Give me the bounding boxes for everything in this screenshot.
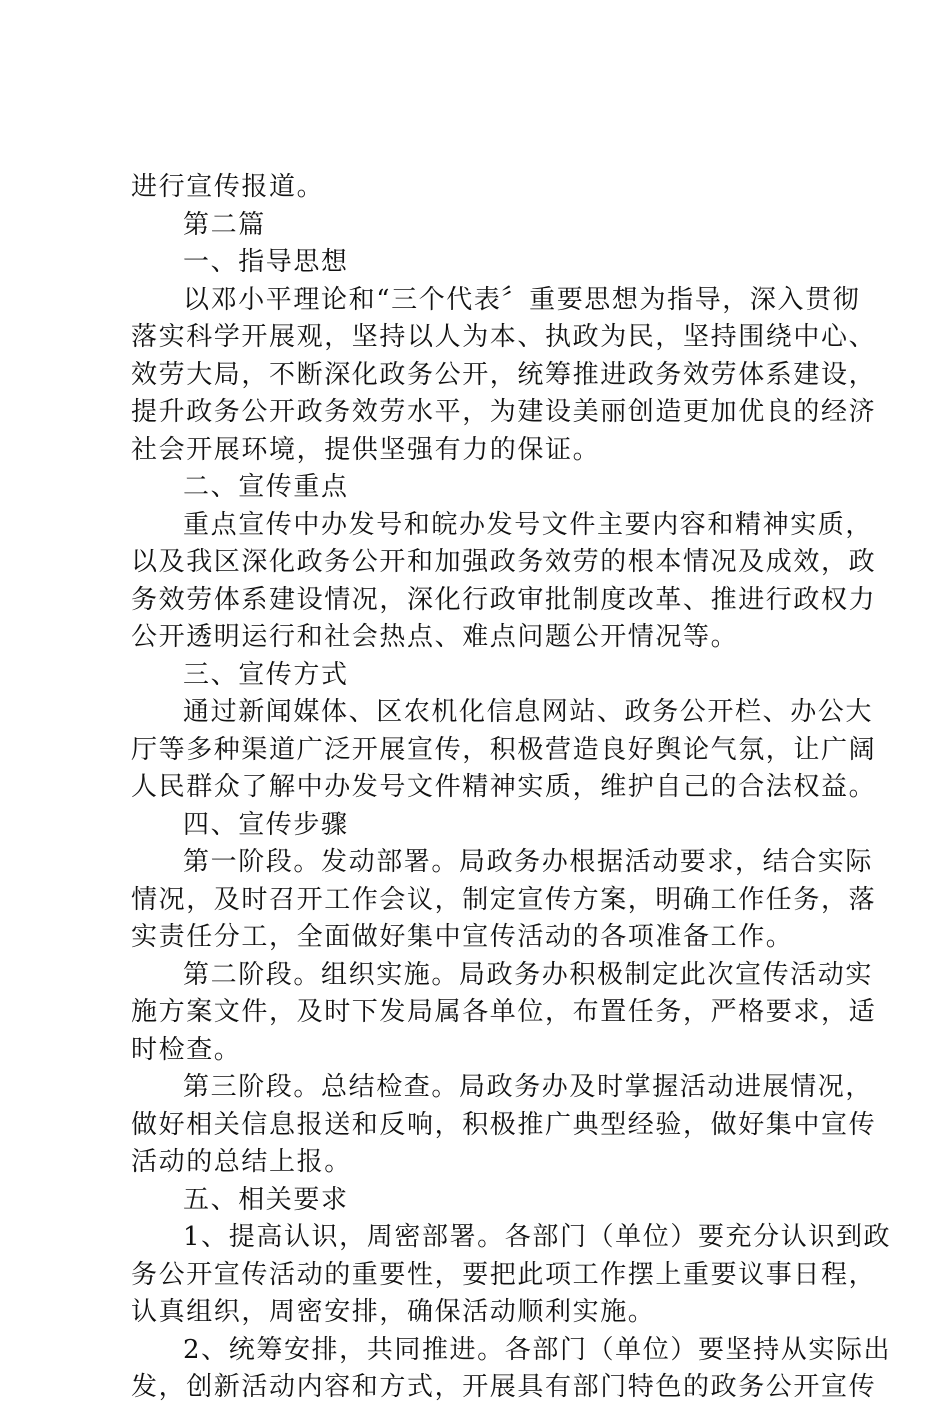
text-line: 做好相关信息报送和反响，积极推广典型经验，做好集中宣传 (131, 1109, 877, 1140)
text-line: 时检查。 (131, 1034, 242, 1065)
text-line: 认真组织，周密安排，确保活动顺利实施。 (131, 1297, 656, 1327)
text-line: 务公开宣传活动的重要性，要把此项工作摆上重要议事日程， (131, 1259, 877, 1290)
text-line: 第二阶段。组织实施。局政务办积极制定此次宣传活动实 (183, 959, 874, 990)
text-line: 通过新闻媒体、区农机化信息网站、政务公开栏、办公大 (183, 697, 874, 727)
document-body (131, 169, 892, 1407)
text-line: 第一阶段。发动部署。局政务办根据活动要求，结合实际 (183, 847, 874, 877)
text-line: 落实科学开展观，坚持以人为本、执政为民，坚持围绕中心、 (131, 322, 877, 352)
text-line: 第三阶段。总结检查。局政务办及时掌握活动进展情况， (183, 1072, 874, 1102)
text-line: 1、提高认识，周密部署。各部门（单位）要充分认识到政 (183, 1222, 892, 1252)
text-line: 社会开展环境，提供坚强有力的保证。 (131, 434, 601, 465)
text-line: 四、宣传步骤 (183, 809, 349, 840)
text-line: 公开透明运行和社会热点、难点问题公开情况等。 (131, 622, 739, 652)
text-line: 情况，及时召开工作会议，制定宣传方案，明确工作任务，落 (131, 884, 877, 915)
text-line: 第二篇 (183, 209, 266, 240)
text-line: 三、宣传方式 (183, 659, 349, 690)
text-line: 效劳大局，不断深化政务公开，统筹推进政务效劳体系建设， (131, 359, 877, 390)
text-line: 厅等多种渠道广泛开展宣传，积极营造良好舆论气氛，让广阔 (131, 734, 877, 765)
text-line: 五、相关要求 (183, 1184, 349, 1215)
text-line: 二、宣传重点 (183, 472, 349, 502)
text-line: 实责任分工，全面做好集中宣传活动的各项准备工作。 (131, 922, 794, 952)
text-line: 务效劳体系建设情况，深化行政审批制度改革、推进行政权力 (131, 584, 877, 615)
text-line: 活动的总结上报。 (131, 1147, 352, 1177)
text-line: 提升政务公开政务效劳水平，为建设美丽创造更加优良的经济 (131, 397, 877, 427)
text-line: 2、统筹安排，共同推进。各部门（单位）要坚持从实际出 (183, 1334, 892, 1365)
text-line: 重点宣传中办发号和皖办发号文件主要内容和精神实质， (183, 509, 874, 540)
text-line: 进行宣传报道。 (131, 172, 325, 202)
text-line: 以及我区深化政务公开和加强政务效劳的根本情况及成效，政 (131, 547, 877, 577)
text-line: 人民群众了解中办发号文件精神实质，维护自己的合法权益。 (131, 772, 877, 802)
text-line: 一、指导思想 (183, 247, 349, 277)
text-line: 以邓小平理论和“三个代表〞重要思想为指导，深入贯彻 (183, 284, 861, 315)
text-line: 发，创新活动内容和方式，开展具有部门特色的政务公开宣传 (131, 1372, 877, 1402)
text-line: 施方案文件，及时下发局属各单位，布置任务，严格要求，适 (131, 997, 877, 1027)
